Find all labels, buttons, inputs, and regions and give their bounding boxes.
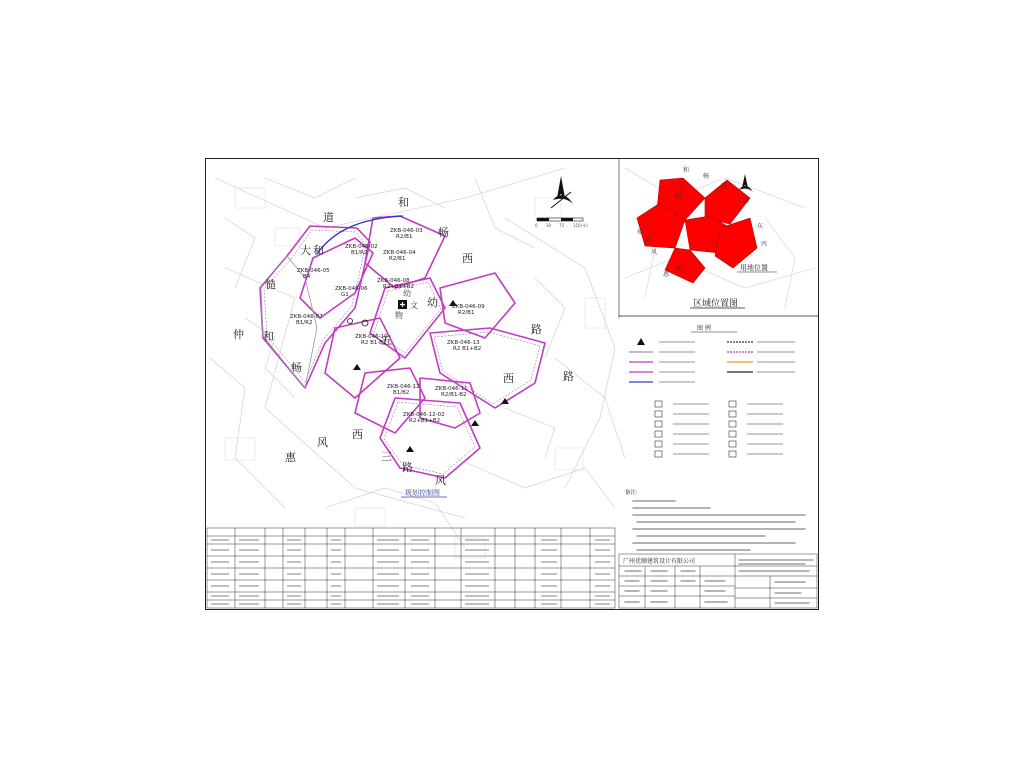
parcel-use: B1/B2 (393, 390, 410, 396)
location-map-title: 区域位置图 (693, 299, 739, 309)
location-road-char: 丙 (761, 241, 768, 248)
parcel-use: R2/B1 (389, 256, 406, 262)
road-label-char: 慥 (265, 278, 276, 291)
parcel-code: ZKB-046-06 (335, 286, 368, 292)
location-label: 用地位置 (740, 264, 768, 272)
parcel-use: R2 B1-B2 (361, 340, 387, 346)
road-label-char: 路 (402, 461, 413, 474)
road-label-char: 路 (531, 323, 542, 336)
road-label-char: 畅 (438, 226, 449, 239)
road-label-char: 道 (323, 211, 334, 224)
parcel-code: ZKB-046-03 (390, 228, 423, 234)
scale-label: 75 (559, 223, 565, 228)
road-label-char: 路 (563, 370, 574, 383)
location-road-char: 和 (675, 193, 682, 200)
parcel-use: B1/R2 (351, 250, 368, 256)
parcel-use: R2+B1+B2 (383, 284, 415, 290)
planning-drawing (205, 158, 819, 610)
parcel-code: ZKB-046-04 (383, 250, 416, 256)
location-road-char: 东 (757, 223, 764, 230)
location-road-char: 风 (651, 249, 658, 256)
road-label-char: 惠 (285, 451, 296, 464)
parcel-use: B1/R2 (296, 320, 313, 326)
road-label-char: 仲 (233, 328, 244, 341)
road-label-char: 风 (317, 436, 328, 449)
parcel-code: ZKB-046-12 (387, 384, 420, 390)
parcel-code: ZKB-046-08 (377, 278, 410, 284)
parcel-use: R2/B1-B2 (441, 392, 467, 398)
location-road-char: 和 (683, 167, 690, 174)
location-road-char: 大 (677, 181, 684, 188)
legend-title: 图 例 (697, 325, 711, 332)
parcel-code: ZKB-046-09 (452, 304, 485, 310)
parcel-use: R2 B1+B2 (453, 346, 482, 352)
road-label-char: 西 (503, 372, 514, 385)
road-label-char: 和 (313, 244, 324, 257)
parcel-code: ZKB-046-10 (355, 334, 388, 340)
facility-label: 物 (395, 311, 403, 320)
location-road-char: 畅 (703, 173, 710, 180)
scale-label: 30 (546, 223, 552, 228)
scale-label: 0 (535, 223, 538, 228)
location-road-char: 西 (721, 183, 728, 190)
location-road-char: 三 (705, 229, 712, 236)
road-label-char: 三 (381, 450, 392, 463)
road-label-char: 和 (398, 196, 409, 209)
road-label-char: 和 (263, 330, 274, 343)
road-label-char: 五 (381, 334, 392, 347)
parcel-use: R2/B1 (458, 310, 475, 316)
parcel-use: R2+B1+B2 (409, 418, 441, 424)
location-road-char: 风 (645, 237, 652, 244)
parcel-code: ZKB-046-12-02 (403, 412, 445, 418)
parcel-code: ZKB-046-05 (297, 268, 330, 274)
road-label-char: 畅 (291, 361, 302, 374)
parcel-use: B4 (303, 274, 311, 280)
parcel-code: ZKB-046-02 (345, 244, 378, 250)
company-name: 广州优顺建筑设计有限公司 (623, 558, 696, 565)
parcel-code: ZKB-046-11 (435, 386, 468, 392)
facility-label: 文 (410, 301, 418, 310)
notes-title: 备注: (625, 490, 638, 496)
road-label-char: 西 (352, 428, 363, 441)
location-road-char: 仲 (637, 229, 644, 236)
location-road-char: 西 (675, 265, 682, 272)
location-road-char: 惠 (663, 271, 670, 278)
road-label-char: 幼 (427, 296, 438, 309)
road-label-char: 西 (462, 252, 473, 265)
road-label-char: 风 (435, 474, 446, 487)
parcel-code: ZKB-046-13 (447, 340, 480, 346)
facility-label: 幼 (403, 289, 411, 298)
parcel-use: R2/B1 (396, 234, 413, 240)
road-label-char: 大 (300, 244, 311, 257)
location-road-char: 路 (743, 198, 750, 205)
main-map-title: 规划控制图 (405, 489, 440, 497)
parcel-code: ZKB-046-07 (290, 314, 323, 320)
scale-label: 150(米) (573, 223, 588, 228)
parcel-use: G1 (341, 292, 349, 298)
